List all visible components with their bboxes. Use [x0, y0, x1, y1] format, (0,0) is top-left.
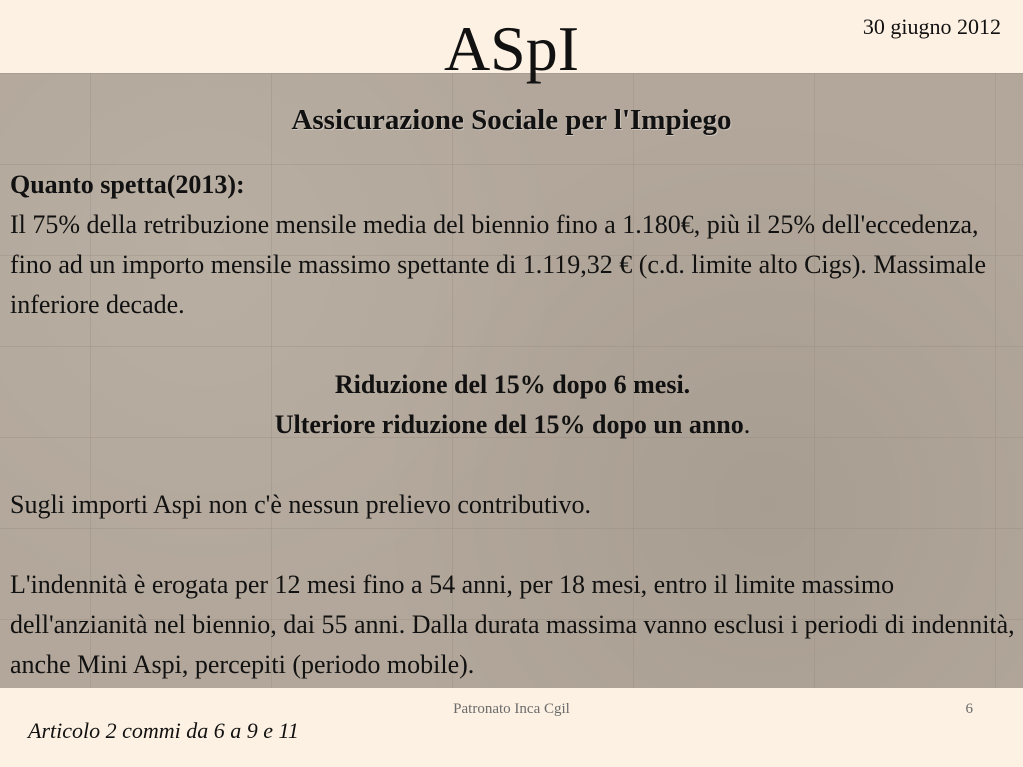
spacer — [10, 445, 1015, 485]
spacer — [10, 325, 1015, 365]
reduction-line-2-text: Ulteriore riduzione del 15% dopo un anno — [274, 410, 744, 439]
duration-paragraph: L'indennità è erogata per 12 mesi fino a 54 anni, per 18 mesi, entro il limite massimo dell'anzianità nel biennio, dai 55 anni. Dalla durata massima vanno esclusi i periodi di indennità, anche Mini Aspi, percepiti (periodo mobile). — [10, 570, 1015, 679]
reduction-line-1: Riduzione del 15% dopo 6 mesi. — [334, 370, 691, 399]
slide-subtitle: Assicurazione Sociale per l'Impiego — [291, 104, 732, 136]
contribution-paragraph: Sugli importi Aspi non c'è nessun prelievo contributivo. — [10, 490, 591, 519]
slide-content — [10, 165, 1015, 685]
content-heading: Quanto spetta(2013): — [10, 170, 245, 199]
reduction-line-2 — [10, 405, 1015, 445]
spacer — [10, 525, 1015, 565]
article-reference: Articolo 2 commi da 6 a 9 e 11 — [28, 718, 299, 743]
amount-paragraph: Il 75% della retribuzione mensile media del biennio fino a 1.180€, più il 25% dell'eccedenza, fino ad un importo mensile massimo spettante di 1.119,32 € (c.d. limite alto Cigs). Massimale inferiore decade. — [10, 210, 987, 319]
page-number: 6 — [965, 701, 973, 717]
slide-title: ASpI — [443, 13, 580, 84]
reduction-line-2-period: . — [743, 410, 751, 439]
slide-date: 30 giugno 2012 — [862, 14, 1001, 39]
footer-organization: Patronato Inca Cgil — [453, 701, 570, 717]
